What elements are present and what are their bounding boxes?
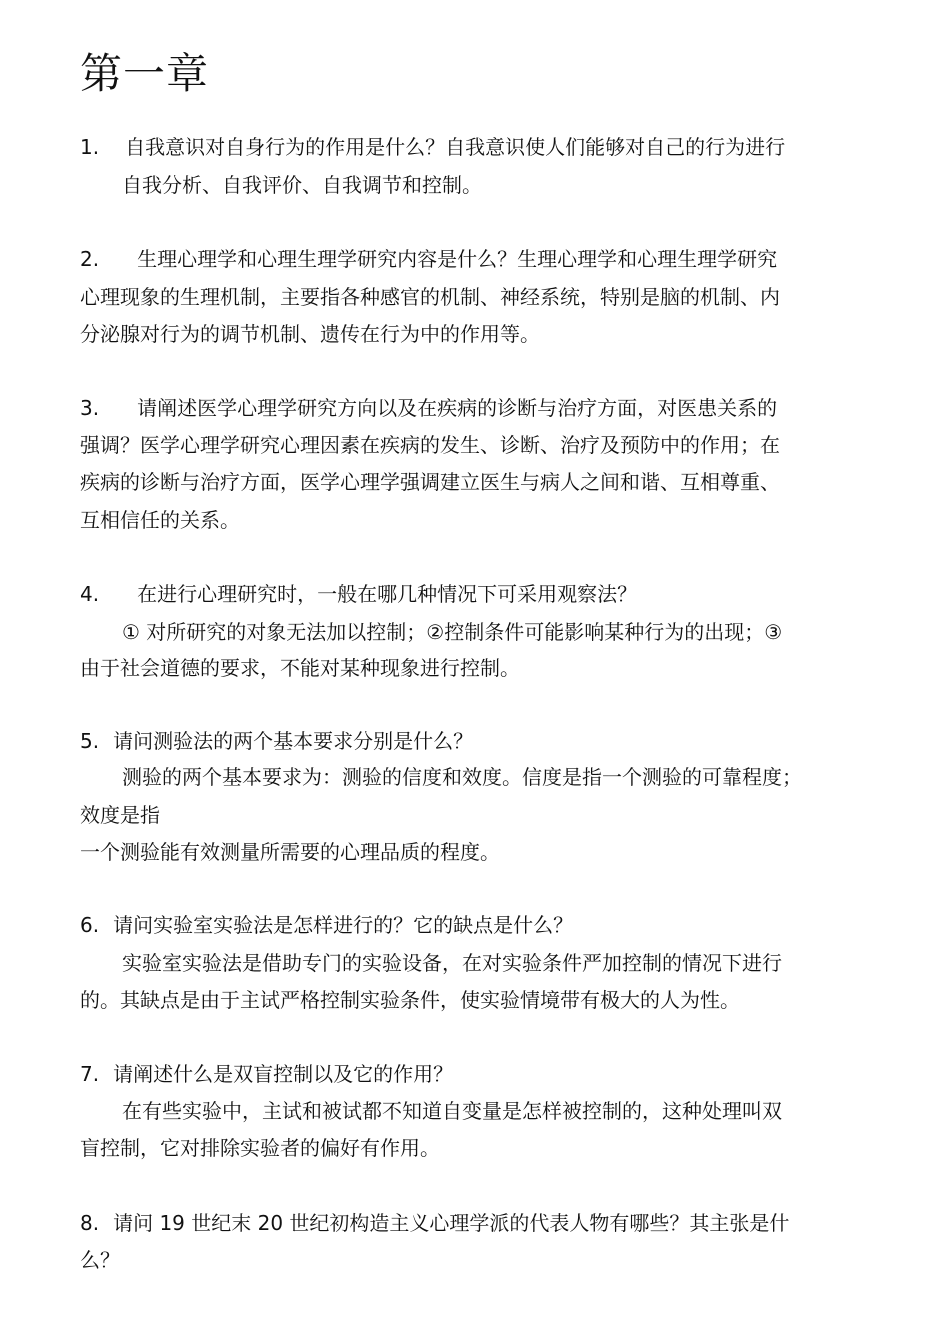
- question-2-text: 生理心理学和心理生理学研究内容是什么？生理心理学和心理生理学研究: [137, 247, 778, 271]
- question-5-line-2: 测验的两个基本要求为：测验的信度和效度。信度是指一个测验的可靠程度；: [122, 765, 802, 789]
- question-5-line-4: 一个测验能有效测量所需要的心理品质的程度。: [80, 840, 500, 864]
- question-3-line-4: 互相信任的关系。: [80, 508, 240, 532]
- question-4-line-3: 由于社会道德的要求，不能对某种现象进行控制。: [80, 656, 520, 680]
- question-5-line-3: 效度是指: [80, 803, 160, 827]
- question-7-line-1: [80, 1060, 880, 1088]
- question-7-line-3: 盲控制，它对排除实验者的偏好有作用。: [80, 1136, 440, 1160]
- question-7-text: 请阐述什么是双盲控制以及它的作用？: [113, 1062, 454, 1086]
- question-2-number: 2.: [80, 247, 100, 271]
- question-5-line-1: [80, 727, 880, 755]
- question-4-number: 4.: [80, 582, 100, 606]
- question-2-line-1: [80, 245, 880, 273]
- question-6-number: 6.: [80, 913, 100, 937]
- question-3-line-2: 强调？医学心理学研究心理因素在疾病的发生、诊断、治疗及预防中的作用；在: [80, 433, 780, 457]
- question-1-line-2: 自我分析、自我评价、自我调节和控制。: [122, 173, 482, 197]
- question-1-text: 自我意识对自身行为的作用是什么？自我意识使人们能够对自己的行为进行: [125, 135, 786, 159]
- question-5-number: 5.: [80, 729, 100, 753]
- question-6-line-2: 实验室实验法是借助专门的实验设备，在对实验条件严加控制的情况下进行: [122, 951, 782, 975]
- question-3-line-1: [80, 394, 880, 422]
- question-5-text: 请问测验法的两个基本要求分别是什么？: [113, 729, 474, 753]
- question-6-line-1: [80, 911, 880, 939]
- question-4-text: 在进行心理研究时，一般在哪几种情况下可采用观察法？: [137, 582, 638, 606]
- question-7-number: 7.: [80, 1062, 100, 1086]
- question-8-line-2: 么？: [80, 1248, 120, 1272]
- question-1-line-1: [80, 133, 880, 161]
- question-4-line-1: [80, 580, 880, 608]
- question-3-line-3: 疾病的诊断与治疗方面，医学心理学强调建立医生与病人之间和谐、互相尊重、: [80, 470, 780, 494]
- question-2-line-3: 分泌腺对行为的调节机制、遗传在行为中的作用等。: [80, 322, 540, 346]
- question-3-number: 3.: [80, 396, 100, 420]
- question-3-text: 请阐述医学心理学研究方向以及在疾病的诊断与治疗方面，对医患关系的: [137, 396, 778, 420]
- question-7-line-2: 在有些实验中，主试和被试都不知道自变量是怎样被控制的，这种处理叫双: [122, 1099, 782, 1123]
- question-2-line-2: 心理现象的生理机制，主要指各种感官的机制、神经系统，特别是脑的机制、内: [80, 285, 780, 309]
- question-8-line-1: [80, 1209, 880, 1237]
- question-4-line-2: ① 对所研究的对象无法加以控制；②控制条件可能影响某种行为的出现；③: [122, 620, 783, 644]
- question-8-text: 请问 19 世纪末 20 世纪初构造主义心理学派的代表人物有哪些？其主张是什: [113, 1211, 790, 1235]
- chapter-title: 第一章: [80, 49, 210, 98]
- question-1-number: 1.: [80, 135, 100, 159]
- question-6-line-3: 的。其缺点是由于主试严格控制实验条件，使实验情境带有极大的人为性。: [80, 988, 740, 1012]
- question-6-text: 请问实验室实验法是怎样进行的？它的缺点是什么？: [113, 913, 574, 937]
- question-8-number: 8.: [80, 1211, 100, 1235]
